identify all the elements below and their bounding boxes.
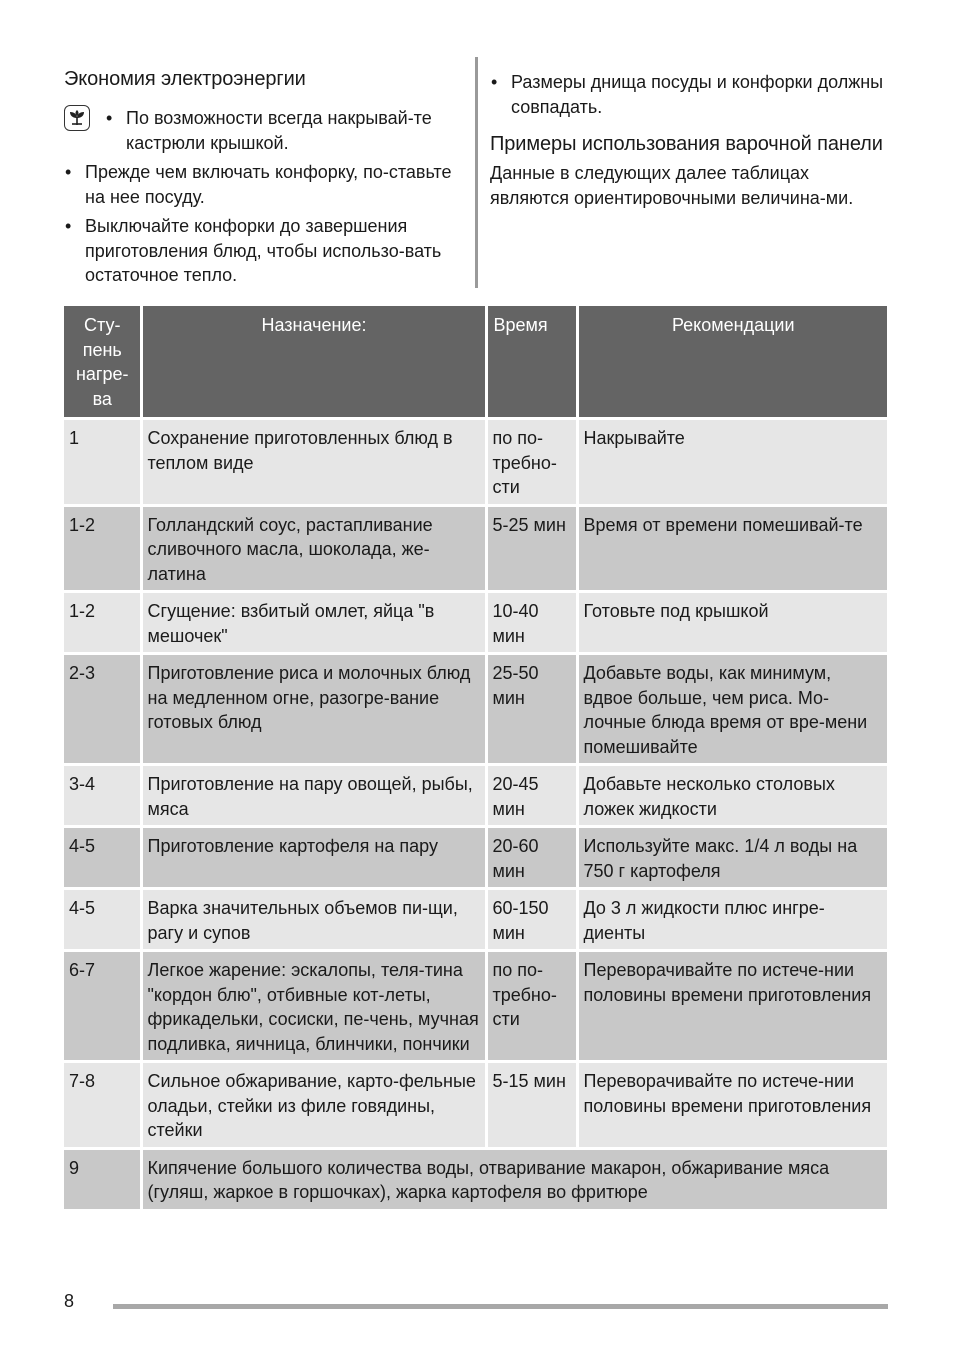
cell-purpose: Кипячение большого количества воды, отваривание макарон, обжаривание мяса (гуляш, жаркое в горшочках), жарка картофеля во фритюре [141,1148,887,1209]
table-header-row [64,306,887,419]
table-row [64,951,887,1062]
cookware-list [490,70,890,119]
cell-time: 5-25 мин [486,505,577,592]
cell-tips: Накрывайте [577,419,887,506]
cell-time: 25-50 мин [486,654,577,765]
cell-time: 20-60 мин [486,827,577,889]
cell-purpose: Сохранение приготовленных блюд в теплом виде [141,419,486,506]
cell-level: 9 [64,1148,141,1209]
cell-time: 20-45 мин [486,765,577,827]
footer-rule [113,1304,888,1309]
header-heat-level: Сту-пень нагре-ва [64,306,141,419]
table-row [64,654,887,765]
energy-tip-3: • Выключайте конфорки до завершения приготовления блюд, чтобы использо-вать остаточное тепло. [64,214,464,288]
energy-tip-1: • По возможности всегда накрывай-те кастрюли крышкой. [105,106,464,155]
cell-time: 5-15 мин [486,1062,577,1149]
cell-tips: Переворачивайте по истече-нии половины времени приготовления [577,1062,887,1149]
cell-level: 1-2 [64,505,141,592]
cell-level: 6-7 [64,951,141,1062]
cell-purpose: Сильное обжаривание, карто-фельные оладьи, стейки из филе говядины, стейки [141,1062,486,1149]
eco-leaf-icon [64,105,90,131]
table-row [64,1148,887,1209]
header-purpose: Назначение: [141,306,486,419]
cell-time: по по-требно-сти [486,951,577,1062]
cell-tips: Переворачивайте по истече-нии половины времени приготовления [577,951,887,1062]
cell-tips: До 3 л жидкости плюс ингре-диенты [577,889,887,951]
cell-purpose: Легкое жарение: эскалопы, теля-тина "кордон блю", отбивные кот-леты, фрикадельки, сосиски, пе-чень, мучная подливка, яичница, блинчики, пончики [141,951,486,1062]
table-row [64,592,887,654]
cell-level: 1-2 [64,592,141,654]
cell-tips: Добавьте воды, как минимум, вдвое больше, чем риса. Мо-лочные блюда время от вре-мени помешивайте [577,654,887,765]
cell-level: 2-3 [64,654,141,765]
table-row [64,889,887,951]
cell-level: 1 [64,419,141,506]
cell-purpose: Приготовление риса и молочных блюд на медленном огне, разогре-вание готовых блюд [141,654,486,765]
column-divider [475,57,478,288]
header-time: Время [486,306,577,419]
cell-level: 3-4 [64,765,141,827]
table-row [64,505,887,592]
header-recommendations: Рекомендации [577,306,887,419]
page-number: 8 [64,1291,75,1311]
table-row [64,1062,887,1149]
cell-purpose: Приготовление картофеля на пару [141,827,486,889]
cell-purpose: Голландский соус, растапливание сливочного масла, шоколада, же-латина [141,505,486,592]
cell-time: 60-150 мин [486,889,577,951]
cell-level: 4-5 [64,827,141,889]
energy-saving-section [64,66,464,293]
cell-level: 4-5 [64,889,141,951]
cell-level: 7-8 [64,1062,141,1149]
table-row [64,419,887,506]
energy-tip-2: • Прежде чем включать конфорку, по-ставьте на нее посуду. [64,160,464,209]
cell-time: 10-40 мин [486,592,577,654]
table-row [64,827,887,889]
table-row [64,765,887,827]
usage-examples-section [490,70,890,210]
usage-examples-intro: Данные в следующих далее таблицах являются ориентировочными величина-ми. [490,163,854,208]
cell-tips: Добавьте несколько столовых ложек жидкости [577,765,887,827]
cell-purpose: Сгущение: взбитый омлет, яйца "в мешочек" [141,592,486,654]
cell-time: по по-требно-сти [486,419,577,506]
heat-settings-table [64,306,887,1209]
cell-purpose: Приготовление на пару овощей, рыбы, мяса [141,765,486,827]
cell-tips: Время от времени помешивай-те [577,505,887,592]
cell-tips: Используйте макс. 1/4 л воды на 750 г картофеля [577,827,887,889]
cookware-tip: • Размеры днища посуды и конфорки должны совпадать. [490,70,890,119]
energy-saving-heading: Экономия электроэнергии [64,68,306,90]
cell-purpose: Варка значительных объемов пи-щи, рагу и супов [141,889,486,951]
cell-tips: Готовьте под крышкой [577,592,887,654]
usage-examples-heading: Примеры использования варочной панели [490,133,883,155]
energy-saving-list [64,106,464,288]
